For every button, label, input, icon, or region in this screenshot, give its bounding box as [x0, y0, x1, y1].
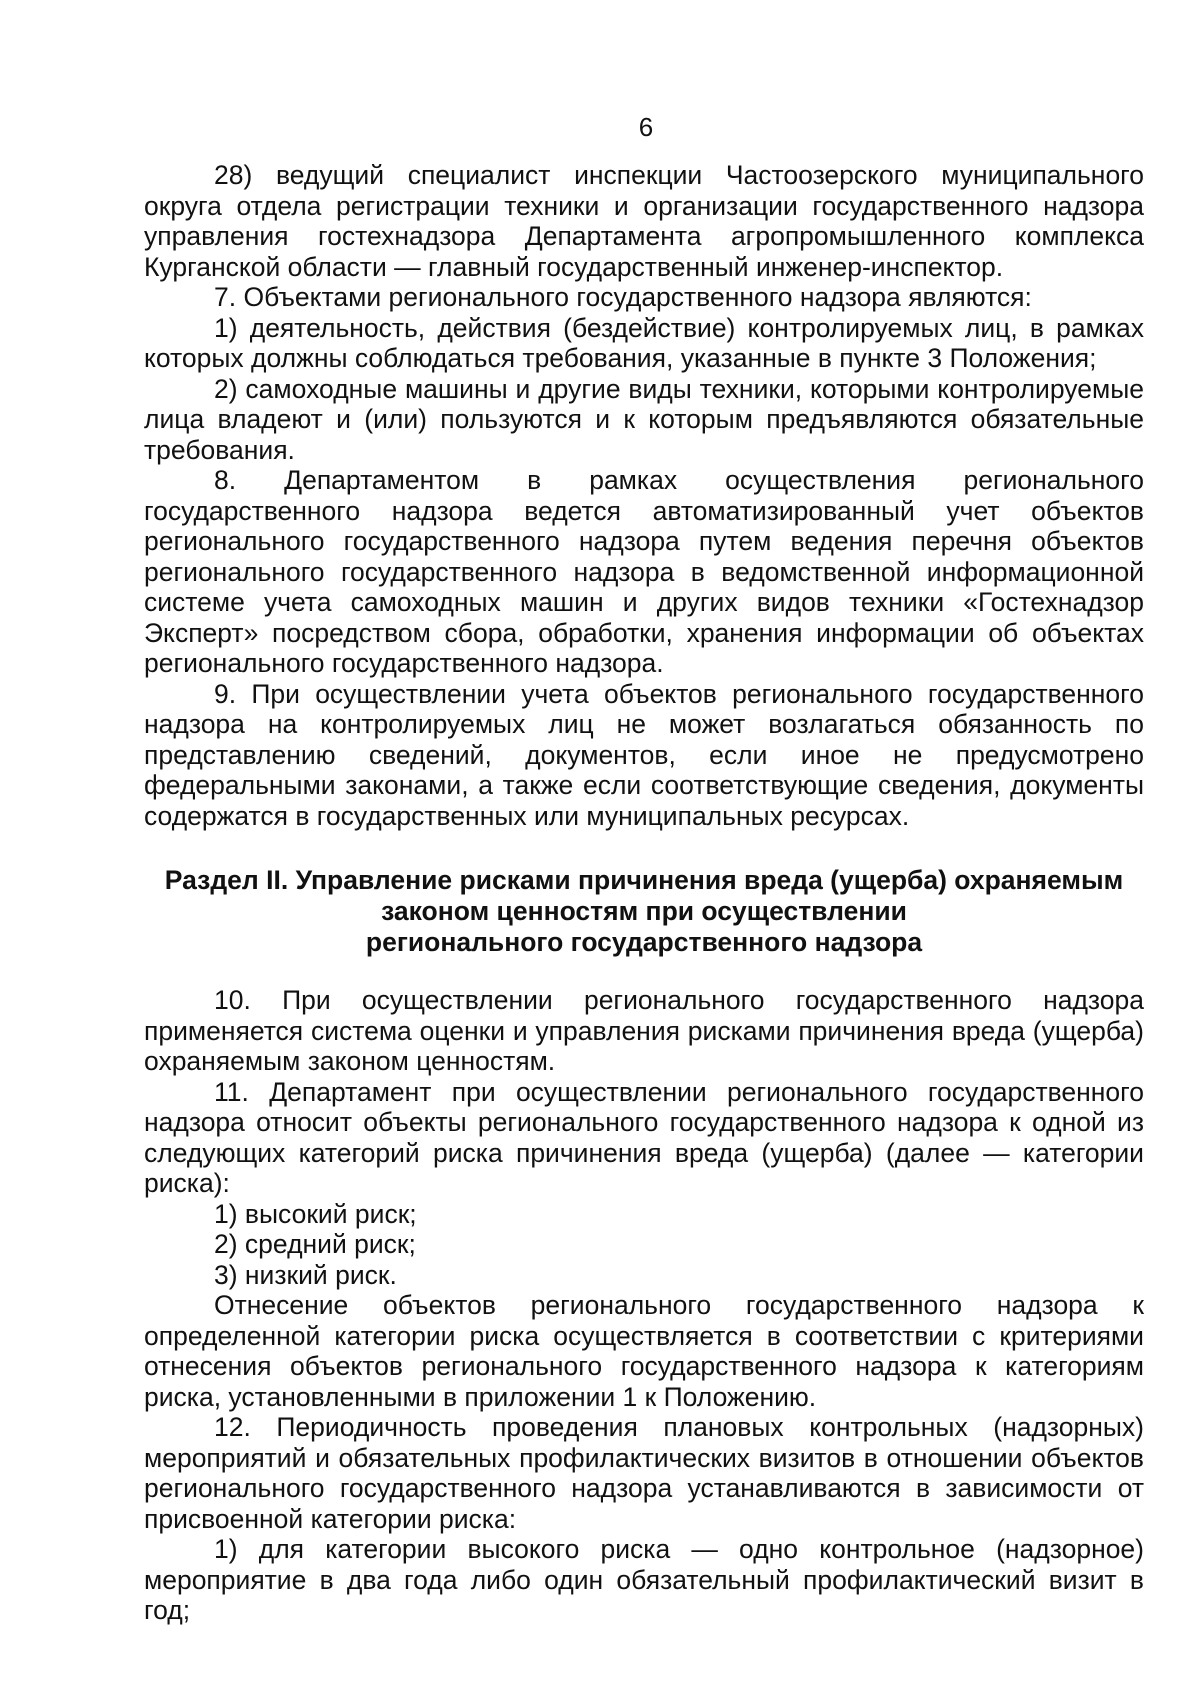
paragraph-10: 10. При осуществлении регионального государственного надзора применяется система оценки и управления рисками причинения вреда (ущерба) охраняемым законом ценностям. [144, 985, 1144, 1076]
list-item-7-1: 1) деятельность, действия (бездействие) контролируемых лиц, в рамках которых должны соблюдаться требования, указанные в пункте 3 Положения; [144, 312, 1144, 373]
paragraph-8: 8. Департаментом в рамках осуществления регионального государственного надзора ведется автоматизированный учет объектов регионального государственного надзора путем ведения перечня объектов регионального государственного надзора в ведомственной информационной системе учета самоходных машин и других видов техники «Гостехнадзор Эксперт» посредством сбора, обработки, хранения информации об объектах регионального государственного надзора. [144, 465, 1144, 678]
list-item-11-1: 1) высокий риск; [214, 1198, 417, 1229]
paragraph-11: 11. Департамент при осуществлении регионального государственного надзора относит объекты регионального государственного надзора к одной из следующих категорий риска причинения вреда (ущерба) (далее — категории риска): [144, 1076, 1144, 1198]
list-item-11-2: 2) средний риск; [214, 1229, 416, 1259]
section-heading [144, 865, 1144, 958]
bottom-text-block [144, 985, 1144, 1626]
section-heading-line-1: Раздел II. Управление рисками причинения вреда (ущерба) охраняемым [164, 865, 1124, 895]
paragraph-7: 7. Объектами регионального государственного надзора являются: [214, 282, 1032, 312]
list-item-11-3: 3) низкий риск. [214, 1259, 397, 1290]
paragraph-item-28: 28) ведущий специалист инспекции Частоозерского муниципального округа отдела регистрации техники и организации государственного надзора управления гостехнадзора Департамента агропромышленного комплекса Курганской области — главный государственный инженер-инспектор. [144, 160, 1144, 282]
paragraph-12: 12. Периодичность проведения плановых контрольных (надзорных) мероприятий и обязательных профилактических визитов в отношении объектов регионального государственного надзора устанавливаются в зависимости от присвоенной категории риска: [144, 1412, 1144, 1534]
list-item-12-1: 1) для категории высокого риска — одно контрольное (надзорное) мероприятие в два года либо один обязательный профилактический визит в год; [144, 1534, 1144, 1625]
top-text-block [144, 160, 1144, 831]
page-number: 6 [638, 112, 654, 142]
list-item-7-2: 2) самоходные машины и другие виды техники, которыми контролируемые лица владеют и (или) пользуются и к которым предъявляются обязательные требования. [144, 373, 1144, 465]
paragraph-9: 9. При осуществлении учета объектов регионального государственного надзора на контролируемых лиц не может возлагаться обязанность по представлению сведений, документов, если иное не предусмотрено федеральными законами, а также если соответствующие сведения, документы содержатся в государственных или муниципальных ресурсах. [144, 678, 1144, 831]
paragraph-risk-assignment: Отнесение объектов регионального государственного надзора к определенной категории риска осуществляется в соответствии с критериями отнесения объектов регионального государственного надзора к категориям риска, установленными в приложении 1 к Положению. [144, 1290, 1144, 1412]
section-heading-line-2: законом ценностям при осуществлении [381, 896, 907, 926]
section-heading-line-3: регионального государственного надзора [365, 927, 923, 957]
